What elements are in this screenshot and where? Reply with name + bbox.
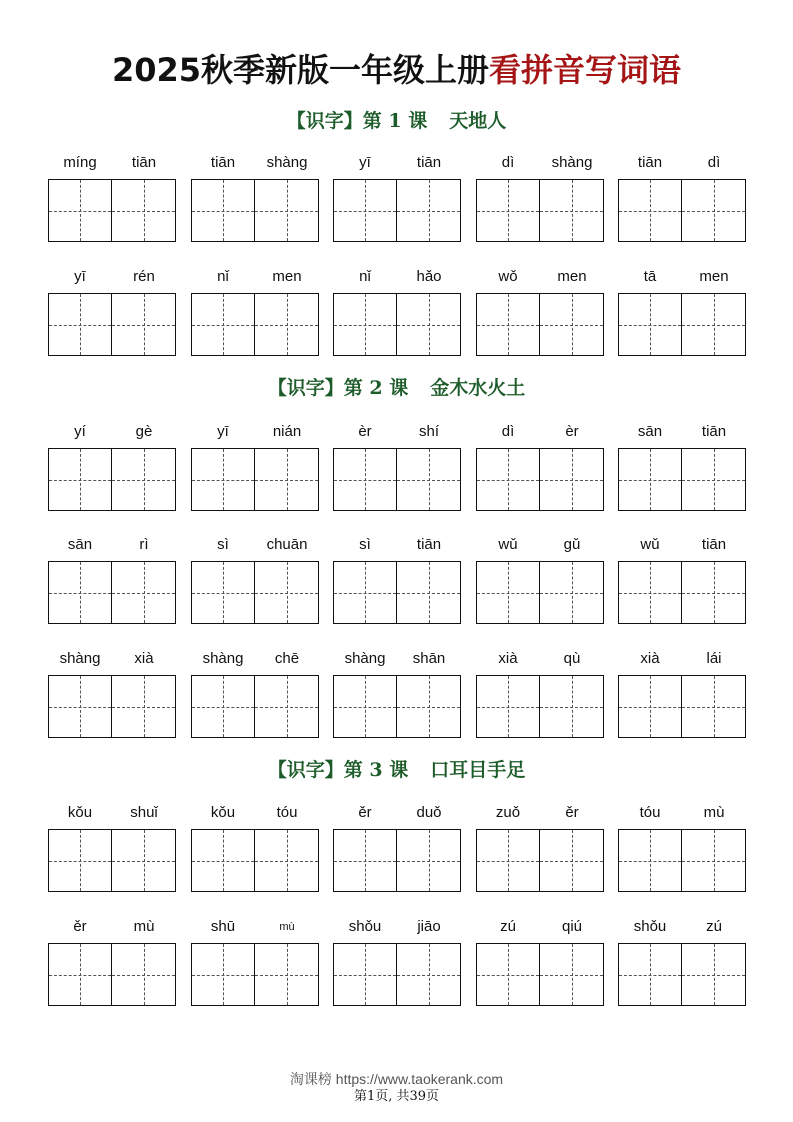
writing-grid-box[interactable]	[618, 293, 682, 356]
grid-horizontal-guide	[397, 211, 460, 212]
writing-grid-box[interactable]	[540, 448, 604, 511]
word-row	[0, 422, 793, 512]
grid-horizontal-guide	[477, 593, 539, 594]
writing-grid-box[interactable]	[112, 561, 176, 624]
grid-horizontal-guide	[112, 707, 175, 708]
grid-horizontal-guide	[477, 707, 539, 708]
grid-horizontal-guide	[49, 325, 111, 326]
writing-grid-box[interactable]	[191, 561, 255, 624]
writing-grid-box[interactable]	[255, 293, 319, 356]
grid-horizontal-guide	[477, 211, 539, 212]
pinyin-label: shàng	[202, 650, 244, 667]
grid-horizontal-guide	[49, 861, 111, 862]
writing-grid-box[interactable]	[48, 829, 112, 892]
grid-horizontal-guide	[255, 593, 318, 594]
grid-horizontal-guide	[540, 593, 603, 594]
pinyin-label: tóu	[276, 804, 298, 821]
pinyin-label: sān	[637, 423, 663, 440]
word-row	[0, 917, 793, 1007]
grid-horizontal-guide	[682, 707, 745, 708]
grid-horizontal-guide	[334, 325, 396, 326]
writing-grid-box[interactable]	[48, 943, 112, 1006]
writing-grid-box[interactable]	[191, 829, 255, 892]
pinyin-label: dì	[707, 154, 721, 171]
pinyin-label: yī	[74, 268, 86, 285]
grid-horizontal-guide	[682, 593, 745, 594]
grid-horizontal-guide	[477, 861, 539, 862]
grid-horizontal-guide	[619, 861, 681, 862]
pinyin-label: xià	[134, 650, 154, 667]
writing-grid-box[interactable]	[48, 448, 112, 511]
pinyin-label: men	[699, 268, 729, 285]
lesson-heading	[0, 375, 793, 401]
lesson-name: 天地人	[449, 110, 507, 132]
grid-horizontal-guide	[192, 211, 254, 212]
writing-grid-box[interactable]	[191, 448, 255, 511]
grid-horizontal-guide	[397, 975, 460, 976]
grid-horizontal-guide	[619, 211, 681, 212]
grid-horizontal-guide	[619, 480, 681, 481]
grid-horizontal-guide	[112, 975, 175, 976]
grid-horizontal-guide	[192, 593, 254, 594]
writing-grid-box[interactable]	[476, 179, 540, 242]
grid-horizontal-guide	[334, 480, 396, 481]
pinyin-label: shǒu	[633, 918, 667, 935]
pinyin-label: chuān	[266, 536, 308, 553]
pinyin-label: èr	[565, 423, 579, 440]
writing-grid-box[interactable]	[682, 561, 746, 624]
grid-horizontal-guide	[334, 861, 396, 862]
writing-grid-box[interactable]	[48, 293, 112, 356]
grid-horizontal-guide	[619, 975, 681, 976]
pinyin-label: shuǐ	[130, 804, 158, 821]
writing-grid-box[interactable]	[682, 293, 746, 356]
pinyin-label: men	[272, 268, 302, 285]
grid-horizontal-guide	[192, 480, 254, 481]
grid-horizontal-guide	[540, 325, 603, 326]
writing-grid-box[interactable]	[191, 179, 255, 242]
writing-grid-box[interactable]	[333, 448, 397, 511]
writing-grid-box[interactable]	[112, 943, 176, 1006]
pinyin-label: dì	[501, 154, 515, 171]
grid-horizontal-guide	[112, 480, 175, 481]
pinyin-label: tiān	[416, 536, 442, 553]
lesson-bracket-open: 【	[267, 377, 287, 399]
word-row	[0, 535, 793, 625]
writing-grid-box[interactable]	[397, 675, 461, 738]
pinyin-label: hǎo	[416, 268, 442, 285]
grid-horizontal-guide	[49, 707, 111, 708]
pinyin-label: yī	[359, 154, 371, 171]
pinyin-label: èr	[358, 423, 372, 440]
writing-grid-box[interactable]	[682, 179, 746, 242]
pinyin-label: shàng	[266, 154, 308, 171]
grid-horizontal-guide	[682, 480, 745, 481]
pinyin-label: xià	[498, 650, 518, 667]
grid-horizontal-guide	[49, 211, 111, 212]
pinyin-label: tiān	[701, 536, 727, 553]
pinyin-label: nǐ	[359, 268, 371, 285]
lesson-heading	[0, 757, 793, 783]
pinyin-label: míng	[63, 154, 97, 171]
pinyin-label: ěr	[358, 804, 372, 821]
grid-horizontal-guide	[682, 975, 745, 976]
title-main: 2025秋季新版一年级上册	[111, 51, 490, 89]
pinyin-label: zuǒ	[495, 804, 521, 821]
writing-grid-box[interactable]	[112, 179, 176, 242]
pinyin-label: ěr	[73, 918, 87, 935]
writing-grid-box[interactable]	[540, 943, 604, 1006]
grid-horizontal-guide	[192, 861, 254, 862]
grid-horizontal-guide	[334, 707, 396, 708]
writing-grid-box[interactable]	[476, 675, 540, 738]
writing-grid-box[interactable]	[682, 943, 746, 1006]
pinyin-label: kǒu	[210, 804, 236, 821]
lesson-bracket-close: 】	[324, 377, 344, 399]
pinyin-label: yī	[217, 423, 229, 440]
title-highlight: 看拼音写词语	[489, 51, 682, 89]
pinyin-label: shàng	[59, 650, 101, 667]
grid-horizontal-guide	[255, 325, 318, 326]
writing-grid-box[interactable]	[333, 561, 397, 624]
pinyin-label: duǒ	[416, 804, 442, 821]
lesson-bracket-open: 【	[286, 110, 306, 132]
pinyin-label: men	[557, 268, 587, 285]
grid-horizontal-guide	[192, 975, 254, 976]
pinyin-label: gǔ	[563, 536, 581, 553]
grid-horizontal-guide	[540, 861, 603, 862]
grid-horizontal-guide	[477, 325, 539, 326]
writing-grid-box[interactable]	[682, 829, 746, 892]
pinyin-label: rì	[139, 536, 149, 553]
pinyin-label: kǒu	[67, 804, 93, 821]
writing-grid-box[interactable]	[540, 829, 604, 892]
grid-horizontal-guide	[255, 480, 318, 481]
writing-grid-box[interactable]	[476, 561, 540, 624]
grid-horizontal-guide	[112, 861, 175, 862]
writing-grid-box[interactable]	[476, 293, 540, 356]
pinyin-label: qù	[563, 650, 581, 667]
writing-grid-box[interactable]	[540, 179, 604, 242]
pinyin-label: tiān	[701, 423, 727, 440]
pinyin-label: gè	[135, 423, 153, 440]
writing-grid-box[interactable]	[618, 675, 682, 738]
grid-horizontal-guide	[477, 480, 539, 481]
grid-horizontal-guide	[255, 975, 318, 976]
pinyin-label: tóu	[639, 804, 661, 821]
writing-grid-box[interactable]	[191, 943, 255, 1006]
writing-grid-box[interactable]	[333, 179, 397, 242]
pinyin-label: shí	[418, 423, 439, 440]
grid-horizontal-guide	[397, 861, 460, 862]
pinyin-label: wǔ	[498, 536, 518, 553]
writing-grid-box[interactable]	[476, 448, 540, 511]
lesson-tag: 识字	[286, 759, 325, 781]
pinyin-label: qiú	[561, 918, 583, 935]
writing-grid-box[interactable]	[255, 448, 319, 511]
grid-horizontal-guide	[619, 325, 681, 326]
writing-grid-box[interactable]	[112, 675, 176, 738]
pinyin-label: wǒ	[498, 268, 518, 285]
pinyin-label: shǒu	[348, 918, 382, 935]
writing-grid-box[interactable]	[255, 675, 319, 738]
pinyin-label: mù	[279, 921, 295, 933]
lesson-number: 第 3 课	[343, 759, 409, 781]
grid-horizontal-guide	[540, 975, 603, 976]
grid-horizontal-guide	[477, 975, 539, 976]
pinyin-label: lái	[706, 650, 722, 667]
pinyin-label: shān	[412, 650, 446, 667]
grid-horizontal-guide	[49, 975, 111, 976]
footer-link[interactable]: 淘课榜 https://www.taokerank.com	[289, 1071, 504, 1087]
writing-grid-box[interactable]	[191, 293, 255, 356]
word-row	[0, 649, 793, 739]
page-title	[0, 46, 793, 94]
writing-grid-box[interactable]	[112, 448, 176, 511]
grid-horizontal-guide	[49, 480, 111, 481]
lesson-name: 口耳目手足	[430, 759, 526, 781]
lesson-number: 第 2 课	[343, 377, 409, 399]
grid-horizontal-guide	[192, 707, 254, 708]
writing-grid-box[interactable]	[397, 561, 461, 624]
writing-grid-box[interactable]	[397, 179, 461, 242]
pinyin-label: mù	[703, 804, 725, 821]
pinyin-label: dì	[501, 423, 515, 440]
writing-grid-box[interactable]	[333, 675, 397, 738]
writing-grid-box[interactable]	[255, 943, 319, 1006]
grid-horizontal-guide	[334, 975, 396, 976]
writing-grid-box[interactable]	[618, 943, 682, 1006]
writing-grid-box[interactable]	[540, 675, 604, 738]
writing-grid-box[interactable]	[255, 829, 319, 892]
writing-grid-box[interactable]	[333, 829, 397, 892]
writing-grid-box[interactable]	[618, 561, 682, 624]
lesson-tag: 识字	[305, 110, 344, 132]
writing-grid-box[interactable]	[397, 293, 461, 356]
pinyin-label: sì	[217, 536, 229, 553]
grid-horizontal-guide	[255, 707, 318, 708]
word-row	[0, 267, 793, 357]
grid-horizontal-guide	[334, 211, 396, 212]
pinyin-label: mù	[133, 918, 155, 935]
pinyin-label: xià	[640, 650, 660, 667]
lesson-tag: 识字	[286, 377, 325, 399]
grid-horizontal-guide	[619, 593, 681, 594]
writing-grid-box[interactable]	[476, 829, 540, 892]
grid-horizontal-guide	[397, 325, 460, 326]
lesson-heading	[0, 108, 793, 134]
grid-horizontal-guide	[682, 861, 745, 862]
grid-horizontal-guide	[682, 325, 745, 326]
grid-horizontal-guide	[540, 211, 603, 212]
pinyin-label: shàng	[344, 650, 386, 667]
writing-grid-box[interactable]	[255, 561, 319, 624]
lesson-number: 第 1 课	[362, 110, 428, 132]
lesson-bracket-close: 】	[324, 759, 344, 781]
pinyin-label: tiān	[210, 154, 236, 171]
word-row	[0, 153, 793, 243]
writing-grid-box[interactable]	[540, 561, 604, 624]
grid-horizontal-guide	[255, 211, 318, 212]
grid-horizontal-guide	[397, 707, 460, 708]
page-number: 第1页, 共39页	[353, 1089, 440, 1104]
writing-grid-box[interactable]	[48, 179, 112, 242]
lesson-name: 金木水火土	[430, 377, 526, 399]
grid-horizontal-guide	[49, 593, 111, 594]
pinyin-label: tiān	[637, 154, 663, 171]
writing-grid-box[interactable]	[333, 943, 397, 1006]
writing-grid-box[interactable]	[618, 179, 682, 242]
writing-grid-box[interactable]	[682, 675, 746, 738]
pinyin-label: shū	[210, 918, 236, 935]
grid-horizontal-guide	[112, 211, 175, 212]
grid-horizontal-guide	[619, 707, 681, 708]
grid-horizontal-guide	[682, 211, 745, 212]
pinyin-label: tiān	[131, 154, 157, 171]
writing-grid-box[interactable]	[48, 675, 112, 738]
grid-horizontal-guide	[397, 593, 460, 594]
pinyin-label: tiān	[416, 154, 442, 171]
lesson-bracket-close: 】	[343, 110, 363, 132]
writing-grid-box[interactable]	[618, 829, 682, 892]
pinyin-label: nián	[272, 423, 302, 440]
writing-grid-box[interactable]	[397, 448, 461, 511]
writing-grid-box[interactable]	[191, 675, 255, 738]
pinyin-label: yí	[74, 423, 86, 440]
writing-grid-box[interactable]	[48, 561, 112, 624]
writing-grid-box[interactable]	[618, 448, 682, 511]
pinyin-label: rén	[133, 268, 155, 285]
pinyin-label: sì	[359, 536, 371, 553]
grid-horizontal-guide	[112, 325, 175, 326]
pinyin-label: tā	[643, 268, 657, 285]
pinyin-label: jiāo	[417, 918, 441, 935]
word-row	[0, 803, 793, 893]
writing-grid-box[interactable]	[397, 829, 461, 892]
pinyin-label: sān	[67, 536, 93, 553]
writing-grid-box[interactable]	[397, 943, 461, 1006]
writing-grid-box[interactable]	[112, 829, 176, 892]
lesson-bracket-open: 【	[267, 759, 287, 781]
pinyin-label: chē	[274, 650, 300, 667]
pinyin-label: wǔ	[640, 536, 660, 553]
grid-horizontal-guide	[334, 593, 396, 594]
grid-horizontal-guide	[255, 861, 318, 862]
grid-horizontal-guide	[540, 707, 603, 708]
writing-grid-box[interactable]	[255, 179, 319, 242]
grid-horizontal-guide	[112, 593, 175, 594]
writing-grid-box[interactable]	[112, 293, 176, 356]
pinyin-label: ěr	[565, 804, 579, 821]
pinyin-label: zú	[500, 918, 516, 935]
writing-grid-box[interactable]	[682, 448, 746, 511]
pinyin-label: shàng	[551, 154, 593, 171]
grid-horizontal-guide	[192, 325, 254, 326]
writing-grid-box[interactable]	[476, 943, 540, 1006]
writing-grid-box[interactable]	[333, 293, 397, 356]
pinyin-label: nǐ	[217, 268, 229, 285]
grid-horizontal-guide	[540, 480, 603, 481]
writing-grid-box[interactable]	[540, 293, 604, 356]
pinyin-label: zú	[706, 918, 722, 935]
grid-horizontal-guide	[397, 480, 460, 481]
